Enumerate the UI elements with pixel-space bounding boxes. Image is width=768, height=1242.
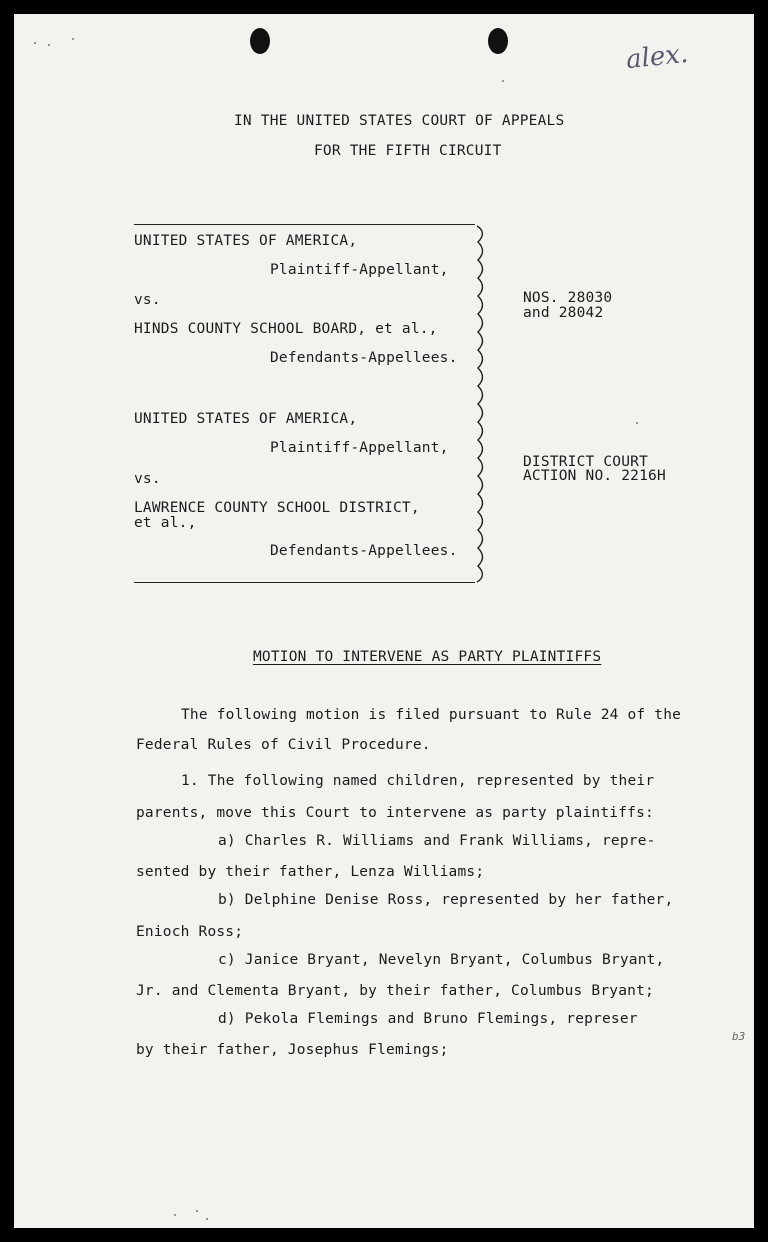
district-court-line1: DISTRICT COURT (523, 454, 649, 470)
item-b-line1: b) Delphine Denise Ross, represented by her father, (218, 892, 674, 908)
speck (636, 422, 638, 424)
item-a-line1: a) Charles R. Williams and Frank Williams, repre- (218, 833, 656, 849)
speck (48, 44, 50, 46)
case2-defendant-cont: et al., (134, 515, 197, 531)
court-name: IN THE UNITED STATES COURT OF APPEALS (234, 113, 565, 129)
case2-plaintiff-role: Plaintiff-Appellant, (270, 440, 449, 456)
speck (34, 42, 36, 44)
paragraph1-line1: 1. The following named children, represented by their (181, 773, 655, 789)
intro-line2: Federal Rules of Civil Procedure. (136, 737, 431, 753)
punch-hole (488, 28, 508, 54)
item-b-line2: Enioch Ross; (136, 924, 244, 940)
case2-plaintiff: UNITED STATES OF AMERICA, (134, 411, 358, 427)
item-c-line2: Jr. and Clementa Bryant, by their father, Columbus Bryant; (136, 983, 654, 999)
margin-note: b3 (732, 1030, 746, 1043)
item-d-line2: by their father, Josephus Flemings; (136, 1042, 449, 1058)
case1-plaintiff: UNITED STATES OF AMERICA, (134, 233, 358, 249)
speck (502, 80, 504, 82)
case-numbers-line2: and 28042 (523, 305, 604, 321)
caption-brace (474, 224, 490, 584)
case2-versus: vs. (134, 471, 161, 487)
speck (196, 1210, 198, 1212)
case1-defendant: HINDS COUNTY SCHOOL BOARD, et al., (134, 321, 438, 337)
caption-bottom-rule (134, 582, 475, 583)
item-c-line1: c) Janice Bryant, Nevelyn Bryant, Columbus Bryant, (218, 952, 665, 968)
caption-top-rule (134, 224, 475, 225)
item-a-line2: sented by their father, Lenza Williams; (136, 864, 485, 880)
case2-defendant: LAWRENCE COUNTY SCHOOL DISTRICT, (134, 500, 420, 516)
motion-title: MOTION TO INTERVENE AS PARTY PLAINTIFFS (253, 649, 602, 665)
paragraph1-line2: parents, move this Court to intervene as party plaintiffs: (136, 805, 654, 821)
district-court-line2: ACTION NO. 2216H (523, 468, 666, 484)
item-d-line1: d) Pekola Flemings and Bruno Flemings, represer (218, 1011, 638, 1027)
case-numbers-line1: NOS. 28030 (523, 290, 613, 306)
case1-plaintiff-role: Plaintiff-Appellant, (270, 262, 449, 278)
speck (174, 1214, 176, 1216)
handwritten-note: alex. (624, 38, 690, 76)
case1-versus: vs. (134, 292, 161, 308)
intro-line1: The following motion is filed pursuant to Rule 24 of the (181, 707, 682, 723)
speck (72, 38, 74, 40)
case1-defendant-role: Defendants-Appellees. (270, 350, 458, 366)
punch-hole (250, 28, 270, 54)
case2-defendant-role: Defendants-Appellees. (270, 543, 458, 559)
court-circuit: FOR THE FIFTH CIRCUIT (314, 143, 502, 159)
speck (206, 1218, 208, 1220)
